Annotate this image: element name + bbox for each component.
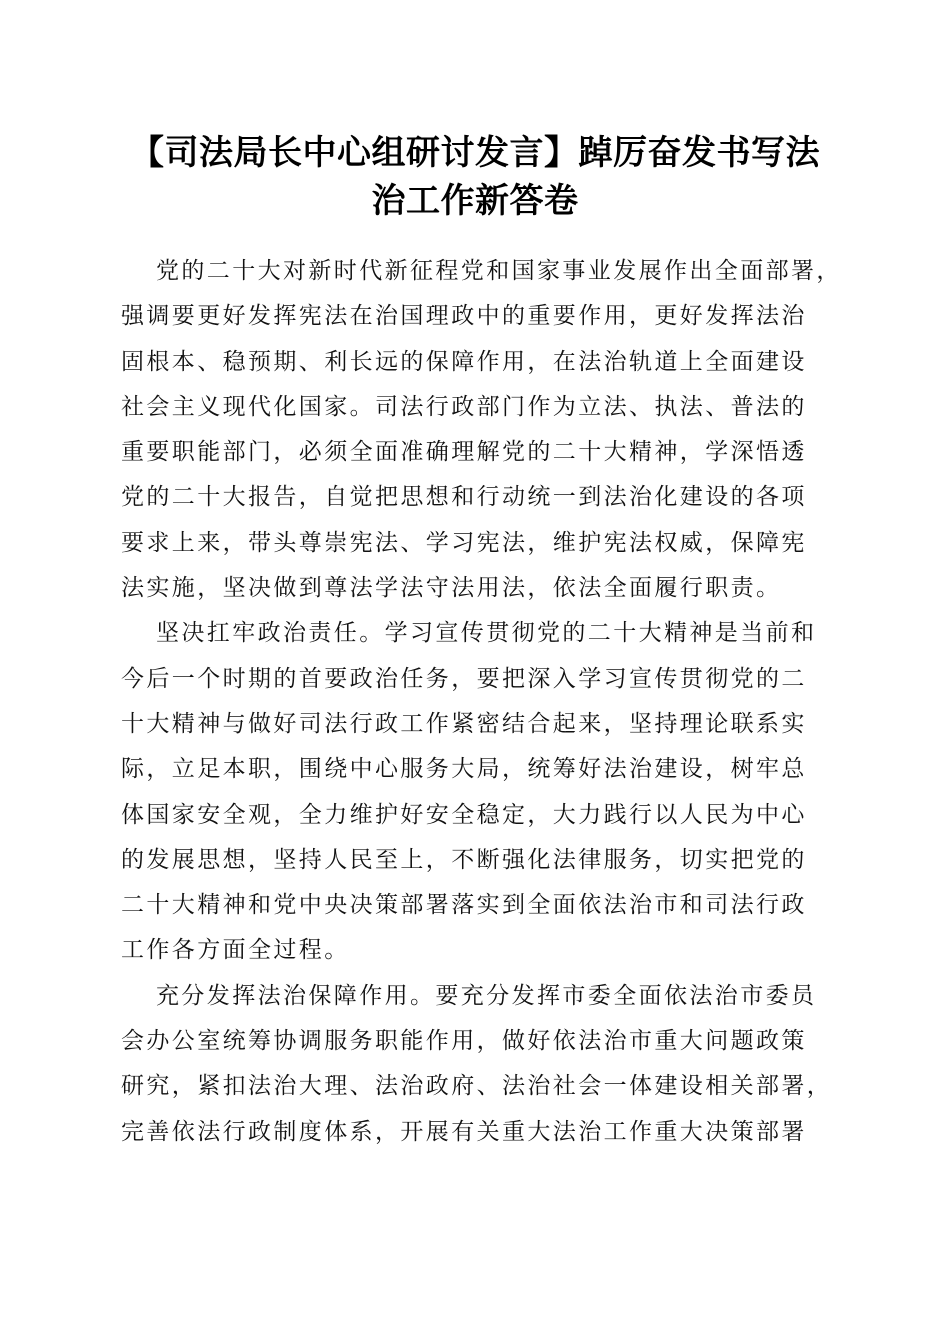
document-title-line: 治工作新答卷 [371,181,579,221]
paragraph-2 [121,611,833,973]
document-title [118,129,832,225]
document-title-line: 【司法局长中心组研讨发言】踔厉奋发书写法 [130,133,820,173]
paragraph-line: 重要职能部门，必须全面准确理解党的二十大精神，学深悟透 [121,439,807,466]
paragraph-line: 固根本、稳预期、利长远的保障作用，在法治轨道上全面建设 [121,348,807,375]
paragraph-1 [121,249,842,611]
paragraph-line: 要求上来，带头尊崇宪法、学习宪法，维护宪法权威，保障宪 [121,529,807,556]
paragraph-line: 体国家安全观，全力维护好安全稳定，大力践行以人民为中心 [121,801,807,828]
document-body [121,249,842,1155]
paragraph-line: 会办公室统筹协调服务职能作用，做好依法治市重大问题政策 [121,1028,807,1055]
paragraph-line: 的发展思想，坚持人民至上，不断强化法律服务，切实把党的 [121,846,807,873]
paragraph-line: 法实施，坚决做到尊法学法守法用法，依法全面履行职责。 [121,575,782,602]
paragraph-line: 二十大精神和党中央决策部署落实到全面依法治市和司法行政 [121,892,807,919]
paragraph-line: 今后一个时期的首要政治任务，要把深入学习宣传贯彻党的二 [121,665,807,692]
paragraph-line: 坚决扛牢政治责任。学习宣传贯彻党的二十大精神是当前和 [156,620,817,647]
paragraph-line: 强调要更好发挥宪法在治国理政中的重要作用，更好发挥法治 [121,303,807,330]
paragraph-line: 完善依法行政制度体系，开展有关重大法治工作重大决策部署 [121,1118,807,1145]
paragraph-line: 工作各方面全过程。 [121,937,350,964]
paragraph-line: 研究，紧扣法治大理、法治政府、法治社会一体建设相关部署， [121,1073,833,1100]
paragraph-line: 充分发挥法治保障作用。要充分发挥市委全面依法治市委员 [156,982,817,1009]
paragraph-3 [121,974,833,1155]
paragraph-line: 际，立足本职，围绕中心服务大局，统筹好法治建设，树牢总 [121,756,807,783]
paragraph-line: 党的二十大对新时代新征程党和国家事业发展作出全面部署， [156,258,842,284]
paragraph-line: 党的二十大报告，自觉把思想和行动统一到法治化建设的各项 [121,484,807,511]
paragraph-line: 社会主义现代化国家。司法行政部门作为立法、执法、普法的 [121,393,807,420]
paragraph-line: 十大精神与做好司法行政工作紧密结合起来，坚持理论联系实 [121,710,807,737]
